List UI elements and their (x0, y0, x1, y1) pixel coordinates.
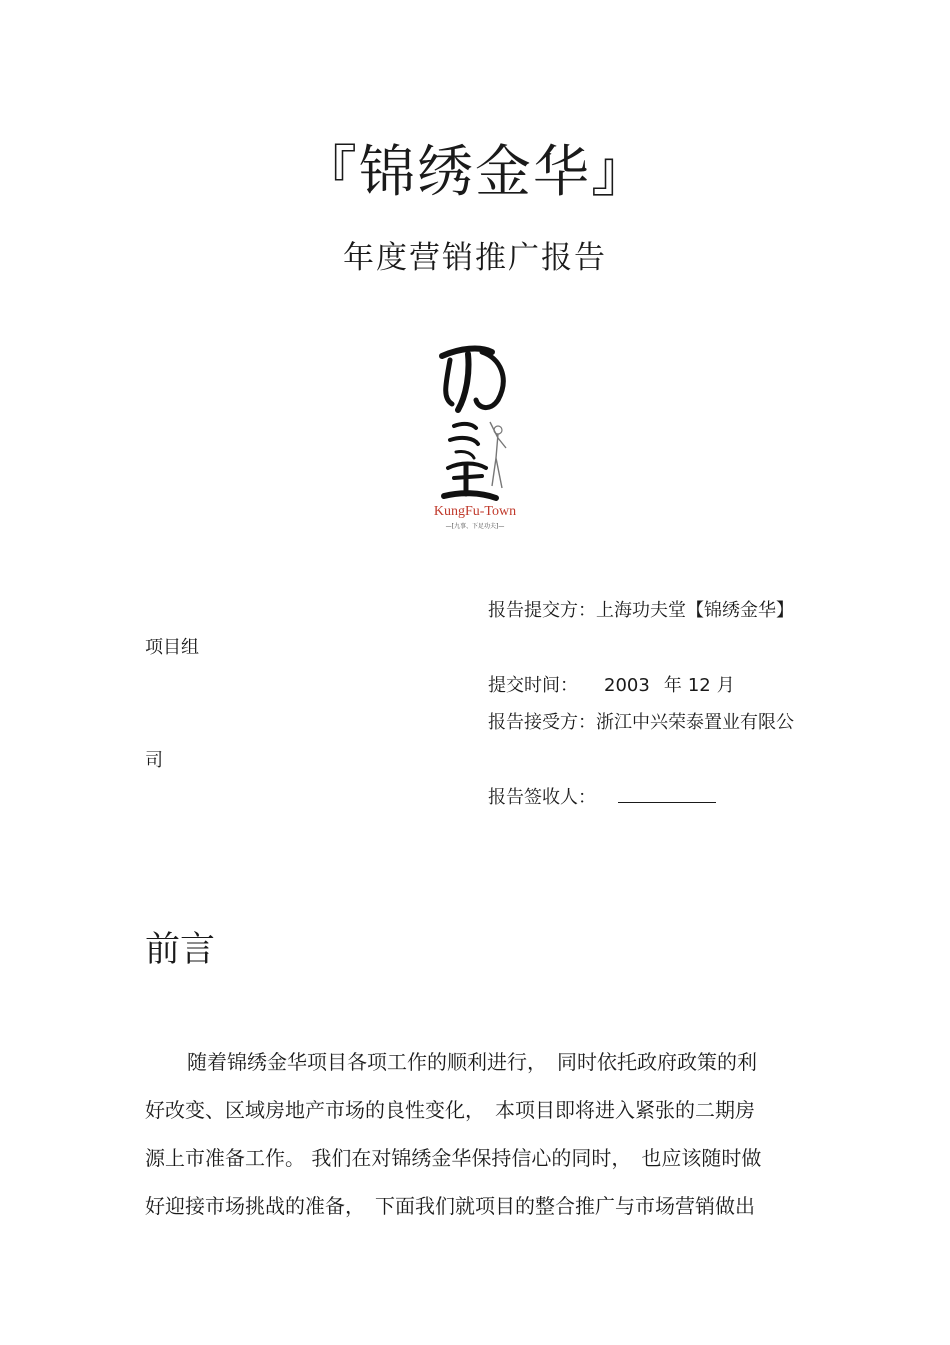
calligraphy-logo-icon (420, 338, 530, 533)
receiver-row (488, 711, 794, 735)
signer-label: 报告签收人： (488, 787, 596, 808)
submitter-label: 报告提交方： (488, 600, 596, 621)
preface-line: 源上市准备工作。 我们在对锦绣金华保持信心的同时， 也应该随时做 (145, 1146, 762, 1170)
time-year-unit: 年 (663, 675, 682, 696)
time-label: 提交时间： (488, 675, 578, 696)
signer-row (488, 786, 716, 810)
submitter-value: 上海功夫堂【锦绣金华】 (596, 600, 794, 621)
report-subtitle: 年度营销推广报告 (343, 240, 607, 276)
receiver-label: 报告接受方： (488, 712, 596, 733)
kungfu-town-logo (420, 338, 530, 533)
preface-paragraph (145, 1038, 805, 1230)
submitter-row (488, 599, 794, 623)
preface-line: 随着锦绣金华项目各项工作的顺利进行， 同时依托政府政策的利 (187, 1050, 757, 1074)
preface-line: 好迎接市场挑战的准备， 下面我们就项目的整合推广与市场营销做出 (145, 1194, 755, 1218)
time-year: 2003 (604, 675, 650, 696)
time-month: 12 (687, 675, 711, 696)
time-row (488, 674, 735, 698)
preface-heading: 前言 (145, 930, 216, 970)
report-title: 『锦绣金华』 (301, 140, 649, 205)
preface-line: 好改变、区域房地产市场的良性变化， 本项目即将进入紧张的二期房 (145, 1098, 755, 1122)
signature-line[interactable] (618, 786, 716, 803)
receiver-value: 浙江中兴荣泰置业有限公 (596, 712, 794, 733)
logo-tagline: —[九事、下足功夫]— (445, 523, 505, 530)
receiver-continuation: 司 (145, 750, 163, 771)
logo-brand-text: KungFu-Town (433, 504, 517, 519)
submitter-continuation: 项目组 (145, 637, 199, 658)
time-month-unit: 月 (716, 675, 735, 696)
